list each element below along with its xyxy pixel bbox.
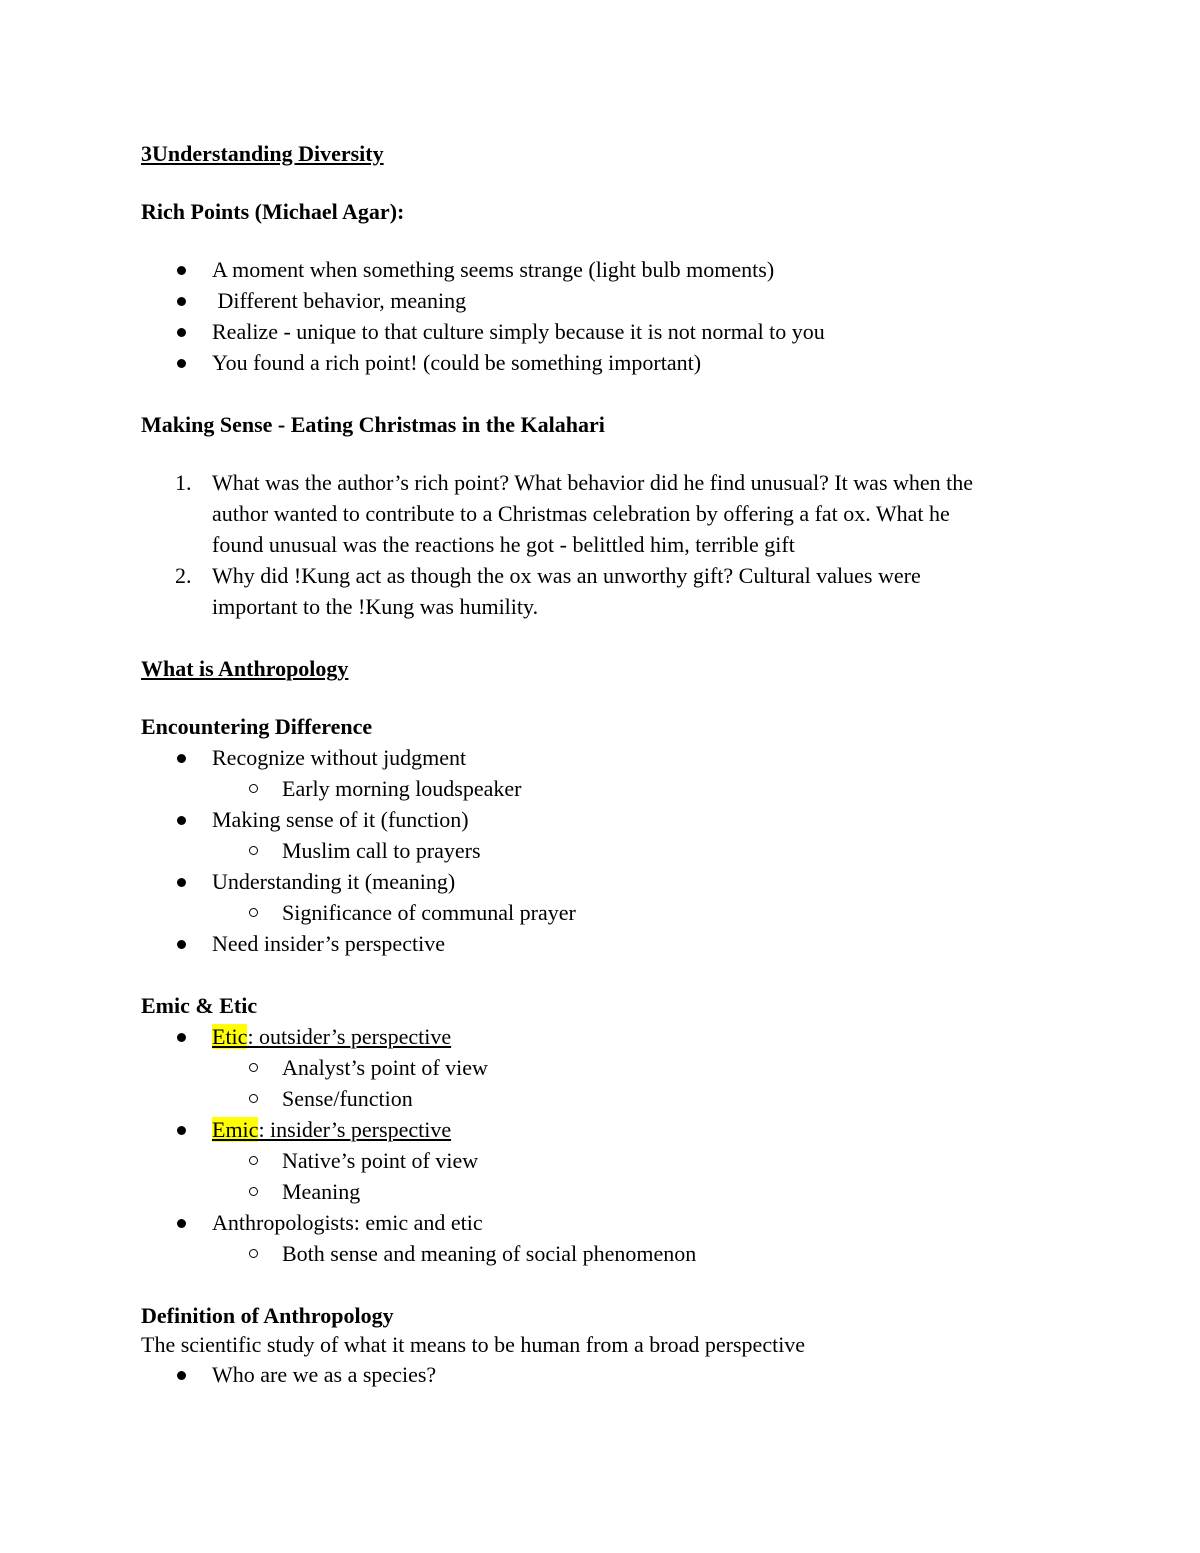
circle-bullet-icon xyxy=(249,1145,269,1176)
list-item: A moment when something seems strange (light bulb moments) xyxy=(141,254,1041,285)
emic-etic-heading: Emic & Etic xyxy=(141,993,258,1018)
circle-bullet-icon xyxy=(249,897,269,928)
rich-points-list xyxy=(141,254,1041,378)
bullet-icon xyxy=(177,1207,197,1238)
highlighted-term: Etic xyxy=(212,1024,248,1049)
definition-list xyxy=(141,1359,1041,1390)
list-number: 1. xyxy=(175,470,192,495)
making-sense-heading: Making Sense - Eating Christmas in the Kalahari xyxy=(141,412,605,437)
bullet-icon xyxy=(177,1021,197,1052)
rich-points-heading: Rich Points (Michael Agar): xyxy=(141,199,405,224)
list-item-emic: Emic: insider’s perspective xyxy=(141,1114,1041,1145)
sub-list-item: Analyst’s point of view xyxy=(141,1052,1041,1083)
circle-bullet-icon xyxy=(249,773,269,804)
bullet-icon xyxy=(177,285,197,316)
bullet-icon xyxy=(177,742,197,773)
definition-text: The scientific study of what it means to be human from a broad perspective xyxy=(141,1332,806,1357)
list-item: Realize - unique to that culture simply because it is not normal to you xyxy=(141,316,1041,347)
list-item: Anthropologists: emic and etic xyxy=(141,1207,1041,1238)
definition-heading: Definition of Anthropology xyxy=(141,1303,394,1328)
numbered-item: 1. What was the author’s rich point? What behavior did he find unusual? It was when the author wanted to contribute to a Christmas celebration by offering a fat ox. What he found unusual was the reactions he got - belittled him, terrible gift xyxy=(141,467,1041,560)
list-item: You found a rich point! (could be something important) xyxy=(141,347,1041,378)
document-page xyxy=(141,138,1041,1390)
list-item: Who are we as a species? xyxy=(141,1359,1041,1390)
sub-list-item: Sense/function xyxy=(141,1083,1041,1114)
anthropology-heading: What is Anthropology xyxy=(141,656,349,681)
list-item-etic: Etic: outsider’s perspective xyxy=(141,1021,1041,1052)
bullet-icon xyxy=(177,316,197,347)
list-number: 2. xyxy=(175,563,192,588)
document-title: 3Understanding Diversity xyxy=(141,141,384,166)
sub-list-item: Significance of communal prayer xyxy=(141,897,1041,928)
emic-etic-list xyxy=(141,1021,1041,1269)
making-sense-list xyxy=(141,467,1041,622)
bullet-icon xyxy=(177,347,197,378)
encountering-heading: Encountering Difference xyxy=(141,714,373,739)
bullet-icon xyxy=(177,1114,197,1145)
list-item: Recognize without judgment xyxy=(141,742,1041,773)
sub-list-item: Muslim call to prayers xyxy=(141,835,1041,866)
bullet-icon xyxy=(177,866,197,897)
list-item: Need insider’s perspective xyxy=(141,928,1041,959)
numbered-item: 2. Why did !Kung act as though the ox was an unworthy gift? Cultural values were important to the !Kung was humility. xyxy=(141,560,1041,622)
sub-list-item: Early morning loudspeaker xyxy=(141,773,1041,804)
bullet-icon xyxy=(177,254,197,285)
sub-list-item: Meaning xyxy=(141,1176,1041,1207)
circle-bullet-icon xyxy=(249,1176,269,1207)
highlighted-term: Emic xyxy=(212,1117,259,1142)
circle-bullet-icon xyxy=(249,1083,269,1114)
circle-bullet-icon xyxy=(249,1238,269,1269)
encountering-list xyxy=(141,742,1041,959)
sub-list-item: Both sense and meaning of social phenomenon xyxy=(141,1238,1041,1269)
list-item: Understanding it (meaning) xyxy=(141,866,1041,897)
bullet-icon xyxy=(177,804,197,835)
bullet-icon xyxy=(177,1359,197,1390)
sub-list-item: Native’s point of view xyxy=(141,1145,1041,1176)
bullet-icon xyxy=(177,928,197,959)
list-item: Making sense of it (function) xyxy=(141,804,1041,835)
list-item: Different behavior, meaning xyxy=(141,285,1041,316)
circle-bullet-icon xyxy=(249,1052,269,1083)
circle-bullet-icon xyxy=(249,835,269,866)
